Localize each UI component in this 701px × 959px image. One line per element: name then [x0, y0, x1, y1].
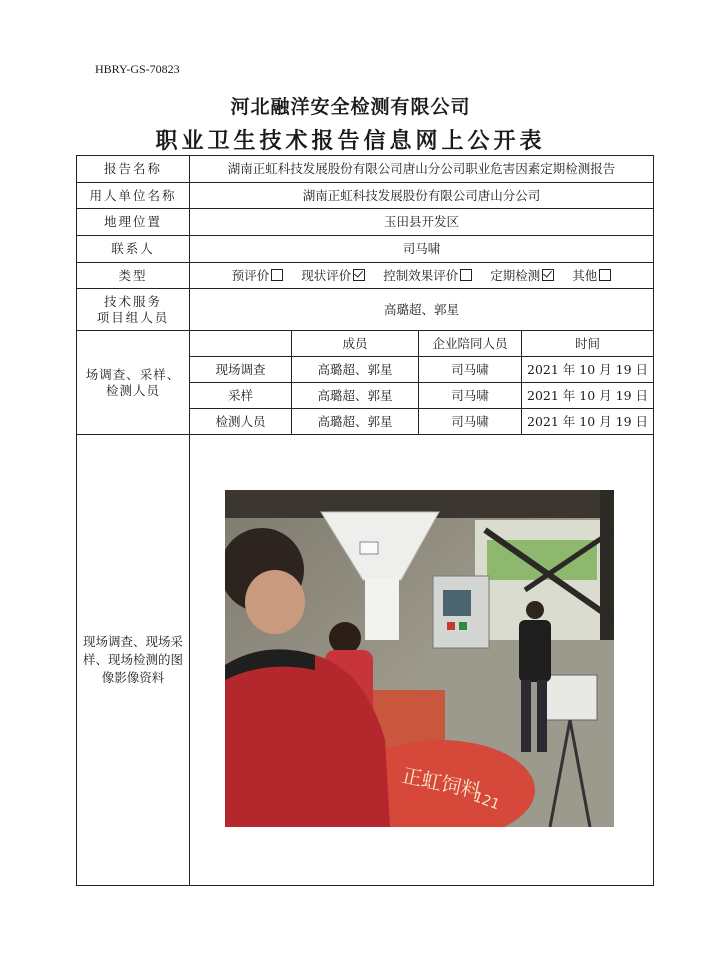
type-option-label: 现状评价 [301, 267, 352, 283]
staff-escort: 司马啸 [419, 409, 522, 435]
staff-time: 2021 年 10 月 19 日 [522, 409, 654, 435]
site-photo [225, 490, 614, 827]
type-option-label: 其他 [572, 267, 598, 283]
report-name-value: 湖南正虹科技发展股份有限公司唐山分公司职业危害因素定期检测报告 [190, 156, 654, 183]
staff-role: 现场调查 [190, 357, 292, 383]
staff-time: 2021 年 10 月 19 日 [522, 357, 654, 383]
type-option-label: 定期检测 [490, 267, 541, 283]
report-name-label: 报告名称 [77, 156, 190, 183]
staff-member: 高璐超、郭星 [292, 357, 419, 383]
employer-label: 用人单位名称 [77, 183, 190, 209]
contact-label: 联系人 [77, 236, 190, 263]
bag-label: 正虹饲料 [399, 763, 484, 804]
staff-time: 2021 年 10 月 19 日 [522, 383, 654, 409]
staff-role: 采样 [190, 383, 292, 409]
team-label [77, 289, 190, 331]
employer-value: 湖南正虹科技发展股份有限公司唐山分公司 [190, 183, 654, 209]
checkbox-icon[interactable] [460, 269, 472, 281]
checkbox-checked-icon[interactable] [542, 269, 554, 281]
type-option-label: 控制效果评价 [383, 267, 459, 283]
type-label: 类型 [77, 263, 190, 289]
type-option-status-evaluation[interactable] [301, 268, 379, 283]
image-row [77, 435, 654, 886]
row-report-name [77, 156, 654, 183]
checkbox-icon[interactable] [271, 269, 283, 281]
staff-section-label-text: 场调查、采样、检测人员 [85, 366, 181, 398]
staff-member: 高璐超、郭星 [292, 383, 419, 409]
document-code: HBRY-GS-70823 [95, 62, 180, 76]
type-option-control-evaluation[interactable] [383, 268, 486, 283]
location-label: 地理位置 [77, 209, 190, 236]
team-label-line2: 项目组人员 [96, 309, 170, 325]
row-type [77, 263, 654, 289]
type-option-label: 预评价 [231, 267, 270, 283]
bag-code: 121 [471, 789, 502, 814]
row-location [77, 209, 654, 236]
header-empty [190, 331, 292, 357]
row-employer [77, 183, 654, 209]
form-title: 职业卫生技术报告信息网上公开表 [155, 128, 546, 154]
checkbox-icon[interactable] [599, 269, 611, 281]
staff-escort: 司马啸 [419, 357, 522, 383]
image-section-label-text: 现场调查、现场采样、现场检测的图像影像资料 [83, 634, 184, 685]
location-value: 玉田县开发区 [190, 209, 654, 236]
team-value: 高璐超、郭星 [190, 289, 654, 331]
staff-section-label [77, 331, 190, 435]
staff-escort: 司马啸 [419, 383, 522, 409]
disclosure-table [76, 155, 654, 886]
staff-member: 高璐超、郭星 [292, 409, 419, 435]
image-section-label [77, 435, 190, 886]
staff-role: 检测人员 [190, 409, 292, 435]
type-option-periodic-test[interactable] [490, 268, 568, 283]
header-escort: 企业陪同人员 [419, 331, 522, 357]
image-cell [190, 435, 654, 886]
row-contact [77, 236, 654, 263]
company-name: 河北融洋安全检测有限公司 [230, 96, 471, 118]
type-options [190, 263, 654, 289]
type-option-pre-evaluation[interactable] [232, 268, 298, 283]
header-time: 时间 [522, 331, 654, 357]
checkbox-checked-icon[interactable] [353, 269, 365, 281]
staff-header-row [77, 331, 654, 357]
team-label-line1: 技术服务 [103, 293, 162, 309]
contact-value: 司马啸 [190, 236, 654, 263]
type-option-other[interactable] [572, 268, 611, 283]
row-team [77, 289, 654, 331]
header-member: 成员 [292, 331, 419, 357]
